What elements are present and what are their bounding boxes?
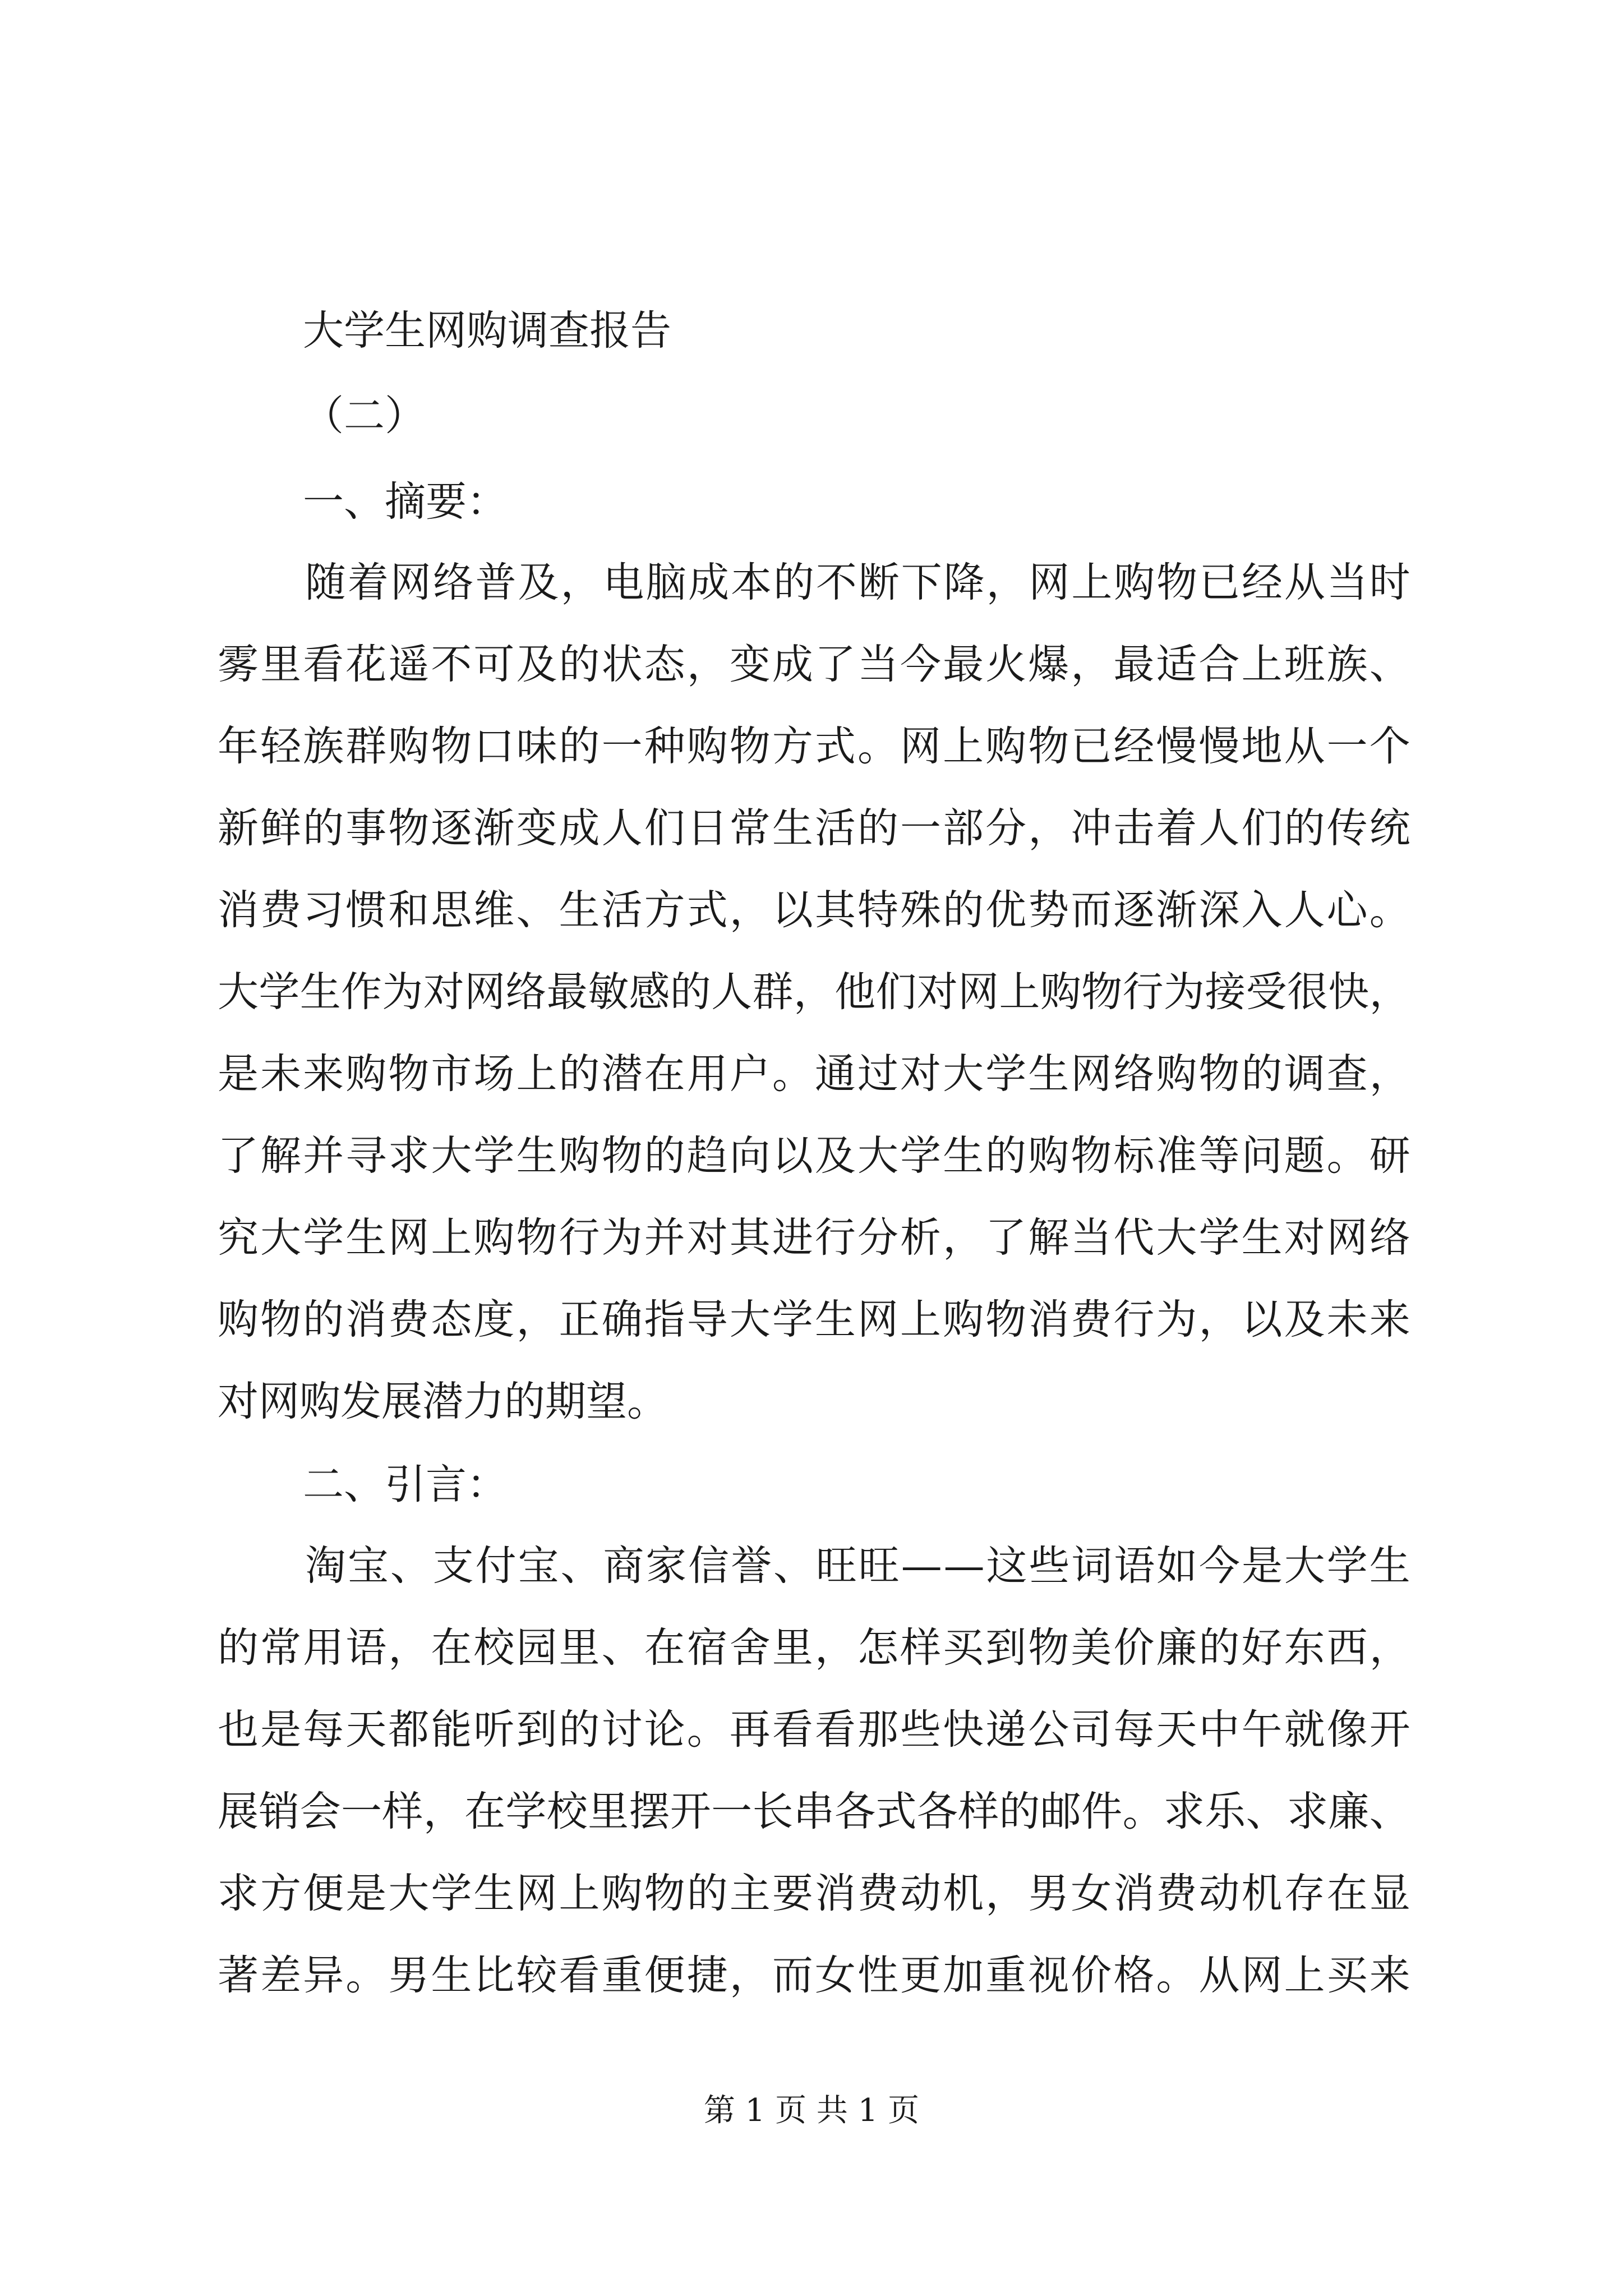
paragraph-line: 著 差 异 。 男 生 比 较 看 重 便 捷 ， 而 女 性 更 加 重 视 价 格 。 从 网 上 买 来 (218, 1952, 1410, 1999)
paragraph-line: 淘 宝 、 支 付 宝 、 商 家 信 誉 、 旺 旺 — — 这 些 词 语 如 今 是 大 学 生 (305, 1542, 1410, 1590)
section-heading-abstract: 一、摘要： (303, 478, 508, 526)
paragraph-line: 购 物 的 消 费 态 度 ， 正 确 指 导 大 学 生 网 上 购 物 消 费 行 为 ， 以 及 未 来 (218, 1296, 1410, 1343)
paragraph-line: 随 着 网 络 普 及 ， 电 脑 成 本 的 不 断 下 降 ， 网 上 购 物 已 经 从 当 时 (305, 559, 1410, 606)
paragraph-line: 年 轻 族 群 购 物 口 味 的 一 种 购 物 方 式 。 网 上 购 物 已 经 慢 慢 地 从 一 个 (218, 723, 1410, 770)
document-subtitle: （二） (303, 392, 426, 440)
paragraph-line: 也 是 每 天 都 能 听 到 的 讨 论 。 再 看 看 那 些 快 递 公 司 每 天 中 午 就 像 开 (218, 1706, 1410, 1754)
paragraph-line: 大 学 生 作 为 对 网 络 最 敏 感 的 人 群 ， 他 们 对 网 上 购 物 行 为 接 受 很 快 ， (218, 968, 1410, 1016)
paragraph-line: 展 销 会 一 样 ， 在 学 校 里 摆 开 一 长 串 各 式 各 样 的 邮 件 。 求 乐 、 求 廉 、 (218, 1788, 1410, 1835)
paragraph-line: 消 费 习 惯 和 思 维 、 生 活 方 式 ， 以 其 特 殊 的 优 势 而 逐 渐 深 入 人 心 。 (218, 886, 1410, 934)
paragraph-line: 究 大 学 生 网 上 购 物 行 为 并 对 其 进 行 分 析 ， 了 解 当 代 大 学 生 对 网 络 (218, 1214, 1410, 1262)
page-footer: 第 1 页 共 1 页 (703, 2092, 920, 2129)
paragraph-line: 是 未 来 购 物 市 场 上 的 潜 在 用 户 。 通 过 对 大 学 生 网 络 购 物 的 调 查 ， (218, 1050, 1410, 1098)
paragraph-line: 对网购发展潜力的期望。 (218, 1378, 668, 1425)
paragraph-line: 的 常 用 语 ， 在 校 园 里 、 在 宿 舍 里 ， 怎 样 买 到 物 美 价 廉 的 好 东 西 ， (218, 1624, 1410, 1672)
paragraph-line: 求 方 便 是 大 学 生 网 上 购 物 的 主 要 消 费 动 机 ， 男 女 消 费 动 机 存 在 显 (218, 1870, 1410, 1917)
paragraph-line: 雾 里 看 花 遥 不 可 及 的 状 态 ， 变 成 了 当 今 最 火 爆 ， 最 适 合 上 班 族 、 (218, 641, 1410, 688)
document-title: 大学生网购调查报告 (303, 307, 671, 355)
paragraph-line: 了 解 并 寻 求 大 学 生 购 物 的 趋 向 以 及 大 学 生 的 购 物 标 准 等 问 题 。 研 (218, 1132, 1410, 1180)
section-heading-introduction: 二、引言： (303, 1461, 508, 1508)
paragraph-line: 新 鲜 的 事 物 逐 渐 变 成 人 们 日 常 生 活 的 一 部 分 ， 冲 击 着 人 们 的 传 统 (218, 804, 1410, 852)
